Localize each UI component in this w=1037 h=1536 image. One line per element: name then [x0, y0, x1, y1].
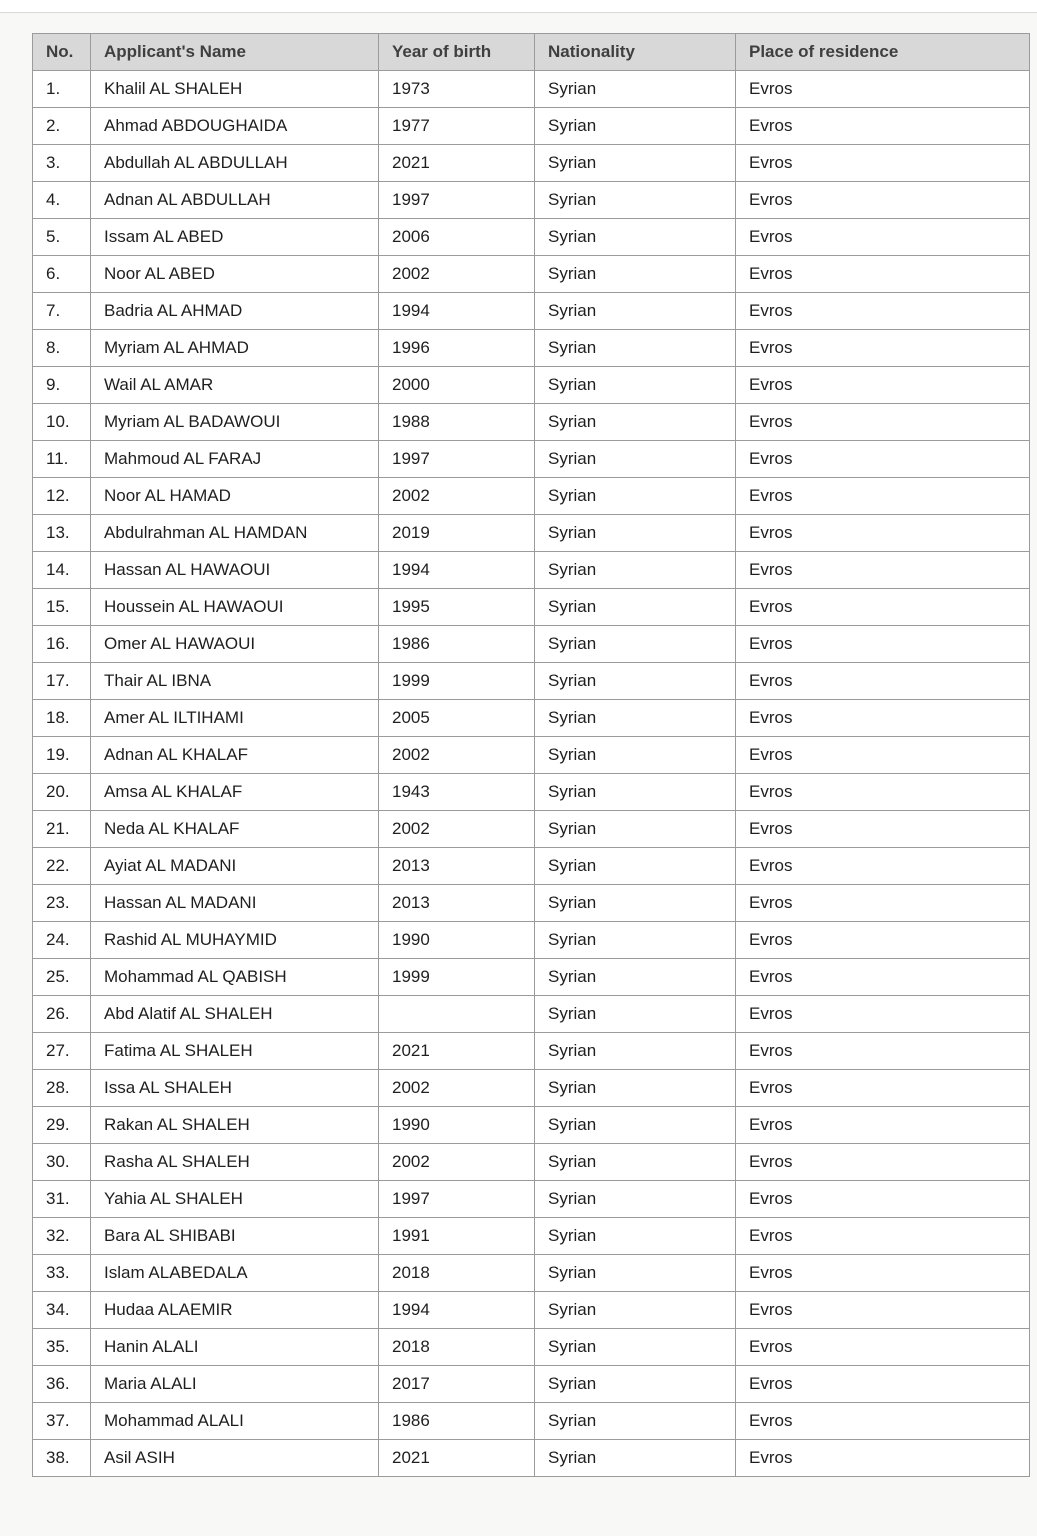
cell-no: 20. [33, 774, 91, 811]
cell-residence: Evros [736, 441, 1030, 478]
cell-nationality: Syrian [535, 1218, 736, 1255]
table-row [33, 848, 1030, 885]
cell-residence: Evros [736, 1033, 1030, 1070]
cell-residence: Evros [736, 293, 1030, 330]
cell-residence: Evros [736, 478, 1030, 515]
cell-year: 2002 [379, 811, 535, 848]
cell-no: 7. [33, 293, 91, 330]
cell-no: 37. [33, 1403, 91, 1440]
cell-name: Mohammad AL QABISH [91, 959, 379, 996]
cell-no: 31. [33, 1181, 91, 1218]
table-row [33, 626, 1030, 663]
cell-residence: Evros [736, 996, 1030, 1033]
cell-no: 28. [33, 1070, 91, 1107]
cell-name: Mahmoud AL FARAJ [91, 441, 379, 478]
cell-year: 1999 [379, 663, 535, 700]
cell-year: 2002 [379, 737, 535, 774]
cell-name: Wail AL AMAR [91, 367, 379, 404]
table-row [33, 922, 1030, 959]
cell-no: 3. [33, 145, 91, 182]
cell-year: 1995 [379, 589, 535, 626]
cell-name: Rashid AL MUHAYMID [91, 922, 379, 959]
table-row [33, 1218, 1030, 1255]
table-header-row [33, 34, 1030, 71]
cell-no: 30. [33, 1144, 91, 1181]
cell-nationality: Syrian [535, 293, 736, 330]
cell-no: 38. [33, 1440, 91, 1477]
cell-residence: Evros [736, 552, 1030, 589]
cell-name: Hanin ALALI [91, 1329, 379, 1366]
cell-nationality: Syrian [535, 256, 736, 293]
table-row [33, 1070, 1030, 1107]
table-row [33, 1292, 1030, 1329]
cell-name: Mohammad ALALI [91, 1403, 379, 1440]
table-row [33, 219, 1030, 256]
cell-residence: Evros [736, 182, 1030, 219]
cell-name: Maria ALALI [91, 1366, 379, 1403]
table-row [33, 996, 1030, 1033]
cell-year: 2021 [379, 145, 535, 182]
cell-year: 2000 [379, 367, 535, 404]
cell-year: 1997 [379, 441, 535, 478]
cell-year: 2002 [379, 256, 535, 293]
cell-residence: Evros [736, 1107, 1030, 1144]
cell-year: 2017 [379, 1366, 535, 1403]
cell-name: Rakan AL SHALEH [91, 1107, 379, 1144]
cell-year: 1994 [379, 552, 535, 589]
cell-residence: Evros [736, 811, 1030, 848]
column-header-year: Year of birth [379, 34, 535, 71]
cell-no: 26. [33, 996, 91, 1033]
cell-nationality: Syrian [535, 71, 736, 108]
cell-residence: Evros [736, 848, 1030, 885]
cell-residence: Evros [736, 626, 1030, 663]
cell-name: Abdullah AL ABDULLAH [91, 145, 379, 182]
table-row [33, 478, 1030, 515]
cell-nationality: Syrian [535, 700, 736, 737]
table-row [33, 330, 1030, 367]
cell-residence: Evros [736, 1218, 1030, 1255]
cell-nationality: Syrian [535, 478, 736, 515]
cell-nationality: Syrian [535, 848, 736, 885]
cell-residence: Evros [736, 145, 1030, 182]
cell-no: 14. [33, 552, 91, 589]
cell-year: 2002 [379, 478, 535, 515]
cell-year: 1977 [379, 108, 535, 145]
cell-year: 2006 [379, 219, 535, 256]
cell-no: 12. [33, 478, 91, 515]
cell-nationality: Syrian [535, 1440, 736, 1477]
applicants-table [32, 33, 1030, 1477]
cell-nationality: Syrian [535, 737, 736, 774]
cell-residence: Evros [736, 1255, 1030, 1292]
table-row [33, 552, 1030, 589]
cell-no: 17. [33, 663, 91, 700]
cell-no: 34. [33, 1292, 91, 1329]
cell-no: 1. [33, 71, 91, 108]
cell-no: 33. [33, 1255, 91, 1292]
cell-no: 27. [33, 1033, 91, 1070]
cell-year: 1999 [379, 959, 535, 996]
cell-no: 8. [33, 330, 91, 367]
cell-no: 6. [33, 256, 91, 293]
document-page [32, 33, 1030, 1477]
cell-year: 1997 [379, 182, 535, 219]
cell-year: 1994 [379, 293, 535, 330]
cell-year: 2002 [379, 1144, 535, 1181]
table-row [33, 182, 1030, 219]
cell-no: 19. [33, 737, 91, 774]
cell-nationality: Syrian [535, 885, 736, 922]
cell-nationality: Syrian [535, 108, 736, 145]
cell-name: Noor AL ABED [91, 256, 379, 293]
cell-name: Issam AL ABED [91, 219, 379, 256]
cell-year: 1990 [379, 1107, 535, 1144]
table-row [33, 1181, 1030, 1218]
cell-no: 2. [33, 108, 91, 145]
cell-year: 2005 [379, 700, 535, 737]
cell-no: 10. [33, 404, 91, 441]
cell-year: 1986 [379, 626, 535, 663]
cell-nationality: Syrian [535, 182, 736, 219]
cell-year: 2019 [379, 515, 535, 552]
cell-no: 36. [33, 1366, 91, 1403]
cell-name: Amer AL ILTIHAMI [91, 700, 379, 737]
cell-name: Issa AL SHALEH [91, 1070, 379, 1107]
cell-no: 18. [33, 700, 91, 737]
cell-nationality: Syrian [535, 515, 736, 552]
cell-no: 22. [33, 848, 91, 885]
cell-year: 1996 [379, 330, 535, 367]
table-body [33, 71, 1030, 1477]
cell-residence: Evros [736, 1070, 1030, 1107]
cell-year [379, 996, 535, 1033]
cell-name: Adnan AL KHALAF [91, 737, 379, 774]
cell-residence: Evros [736, 1366, 1030, 1403]
cell-name: Ayiat AL MADANI [91, 848, 379, 885]
cell-residence: Evros [736, 108, 1030, 145]
cell-name: Amsa AL KHALAF [91, 774, 379, 811]
cell-residence: Evros [736, 1403, 1030, 1440]
cell-year: 2021 [379, 1033, 535, 1070]
cell-residence: Evros [736, 256, 1030, 293]
cell-residence: Evros [736, 1329, 1030, 1366]
table-row [33, 1033, 1030, 1070]
table-row [33, 1440, 1030, 1477]
cell-nationality: Syrian [535, 959, 736, 996]
column-header-name: Applicant's Name [91, 34, 379, 71]
cell-name: Neda AL KHALAF [91, 811, 379, 848]
cell-no: 24. [33, 922, 91, 959]
cell-year: 2021 [379, 1440, 535, 1477]
cell-nationality: Syrian [535, 1403, 736, 1440]
cell-no: 5. [33, 219, 91, 256]
cell-name: Asil ASIH [91, 1440, 379, 1477]
cell-year: 2018 [379, 1329, 535, 1366]
cell-name: Fatima AL SHALEH [91, 1033, 379, 1070]
cell-year: 2013 [379, 848, 535, 885]
cell-no: 4. [33, 182, 91, 219]
cell-year: 1988 [379, 404, 535, 441]
cell-nationality: Syrian [535, 1144, 736, 1181]
cell-nationality: Syrian [535, 1329, 736, 1366]
cell-no: 16. [33, 626, 91, 663]
cell-year: 1986 [379, 1403, 535, 1440]
table-row [33, 367, 1030, 404]
cell-name: Myriam AL AHMAD [91, 330, 379, 367]
table-row [33, 774, 1030, 811]
cell-residence: Evros [736, 589, 1030, 626]
cell-year: 2002 [379, 1070, 535, 1107]
cell-residence: Evros [736, 885, 1030, 922]
cell-name: Noor AL HAMAD [91, 478, 379, 515]
cell-name: Rasha AL SHALEH [91, 1144, 379, 1181]
cell-residence: Evros [736, 959, 1030, 996]
cell-residence: Evros [736, 663, 1030, 700]
cell-year: 1991 [379, 1218, 535, 1255]
top-divider [0, 0, 1037, 13]
table-row [33, 108, 1030, 145]
table-row [33, 515, 1030, 552]
cell-no: 15. [33, 589, 91, 626]
cell-name: Khalil AL SHALEH [91, 71, 379, 108]
cell-residence: Evros [736, 922, 1030, 959]
table-row [33, 293, 1030, 330]
table-row [33, 1144, 1030, 1181]
cell-residence: Evros [736, 700, 1030, 737]
cell-name: Yahia AL SHALEH [91, 1181, 379, 1218]
cell-name: Myriam AL BADAWOUI [91, 404, 379, 441]
cell-name: Badria AL AHMAD [91, 293, 379, 330]
cell-name: Ahmad ABDOUGHAIDA [91, 108, 379, 145]
table-row [33, 1366, 1030, 1403]
cell-nationality: Syrian [535, 441, 736, 478]
cell-no: 9. [33, 367, 91, 404]
cell-nationality: Syrian [535, 922, 736, 959]
cell-residence: Evros [736, 1144, 1030, 1181]
cell-nationality: Syrian [535, 1033, 736, 1070]
cell-residence: Evros [736, 367, 1030, 404]
cell-no: 11. [33, 441, 91, 478]
table-row [33, 811, 1030, 848]
table-row [33, 1329, 1030, 1366]
cell-nationality: Syrian [535, 1107, 736, 1144]
cell-year: 1990 [379, 922, 535, 959]
cell-no: 35. [33, 1329, 91, 1366]
cell-residence: Evros [736, 330, 1030, 367]
cell-name: Thair AL IBNA [91, 663, 379, 700]
cell-name: Hudaa ALAEMIR [91, 1292, 379, 1329]
cell-nationality: Syrian [535, 1255, 736, 1292]
cell-no: 25. [33, 959, 91, 996]
cell-no: 13. [33, 515, 91, 552]
cell-name: Adnan AL ABDULLAH [91, 182, 379, 219]
cell-year: 1994 [379, 1292, 535, 1329]
cell-nationality: Syrian [535, 1292, 736, 1329]
cell-name: Islam ALABEDALA [91, 1255, 379, 1292]
cell-residence: Evros [736, 774, 1030, 811]
cell-no: 32. [33, 1218, 91, 1255]
cell-name: Hassan AL HAWAOUI [91, 552, 379, 589]
table-row [33, 700, 1030, 737]
table-row [33, 256, 1030, 293]
cell-year: 2018 [379, 1255, 535, 1292]
cell-nationality: Syrian [535, 367, 736, 404]
cell-nationality: Syrian [535, 1181, 736, 1218]
column-header-nationality: Nationality [535, 34, 736, 71]
cell-year: 2013 [379, 885, 535, 922]
table-row [33, 959, 1030, 996]
table-row [33, 663, 1030, 700]
cell-year: 1943 [379, 774, 535, 811]
cell-nationality: Syrian [535, 774, 736, 811]
cell-nationality: Syrian [535, 145, 736, 182]
column-header-no: No. [33, 34, 91, 71]
cell-name: Omer AL HAWAOUI [91, 626, 379, 663]
table-row [33, 1403, 1030, 1440]
cell-name: Hassan AL MADANI [91, 885, 379, 922]
cell-nationality: Syrian [535, 552, 736, 589]
cell-no: 29. [33, 1107, 91, 1144]
column-header-residence: Place of residence [736, 34, 1030, 71]
table-row [33, 589, 1030, 626]
table-row [33, 885, 1030, 922]
cell-name: Houssein AL HAWAOUI [91, 589, 379, 626]
cell-year: 1973 [379, 71, 535, 108]
table-row [33, 404, 1030, 441]
cell-nationality: Syrian [535, 996, 736, 1033]
cell-no: 21. [33, 811, 91, 848]
table-row [33, 441, 1030, 478]
cell-nationality: Syrian [535, 1070, 736, 1107]
cell-residence: Evros [736, 1181, 1030, 1218]
cell-residence: Evros [736, 71, 1030, 108]
cell-name: Bara AL SHIBABI [91, 1218, 379, 1255]
table-row [33, 1255, 1030, 1292]
table-row [33, 1107, 1030, 1144]
cell-no: 23. [33, 885, 91, 922]
cell-nationality: Syrian [535, 663, 736, 700]
cell-nationality: Syrian [535, 1366, 736, 1403]
table-row [33, 71, 1030, 108]
cell-name: Abdulrahman AL HAMDAN [91, 515, 379, 552]
cell-nationality: Syrian [535, 330, 736, 367]
cell-residence: Evros [736, 219, 1030, 256]
cell-nationality: Syrian [535, 404, 736, 441]
cell-name: Abd Alatif AL SHALEH [91, 996, 379, 1033]
cell-nationality: Syrian [535, 589, 736, 626]
cell-nationality: Syrian [535, 219, 736, 256]
table-row [33, 145, 1030, 182]
cell-residence: Evros [736, 404, 1030, 441]
cell-year: 1997 [379, 1181, 535, 1218]
cell-residence: Evros [736, 515, 1030, 552]
table-row [33, 737, 1030, 774]
cell-nationality: Syrian [535, 626, 736, 663]
cell-nationality: Syrian [535, 811, 736, 848]
cell-residence: Evros [736, 1292, 1030, 1329]
cell-residence: Evros [736, 737, 1030, 774]
cell-residence: Evros [736, 1440, 1030, 1477]
